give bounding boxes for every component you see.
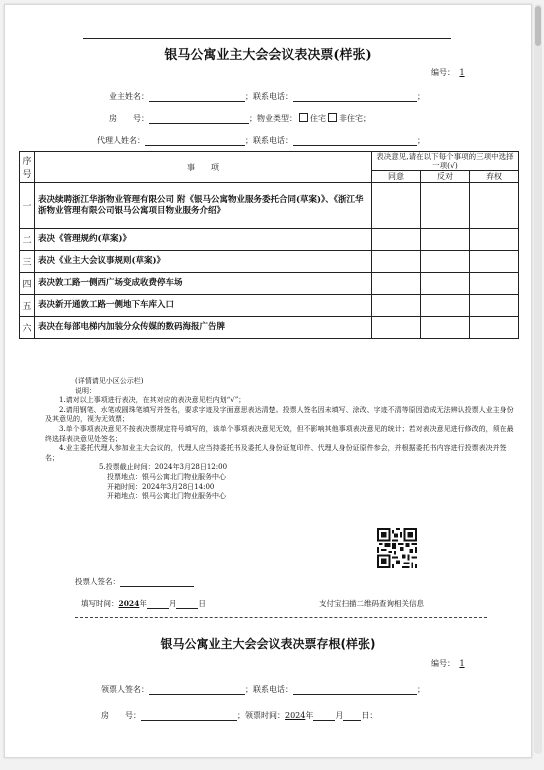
residential-checkbox[interactable] xyxy=(299,113,308,122)
top-rule xyxy=(83,38,451,39)
oppose-cell[interactable] xyxy=(421,229,470,251)
abstain-cell[interactable] xyxy=(470,183,519,229)
scrollbar-track[interactable] xyxy=(534,4,542,754)
stub-serial-number: 编号： 1 xyxy=(431,659,465,668)
table-row: 六 表决在每部电梯内加装分众传媒的数码海报广告牌 xyxy=(20,317,519,339)
instructions: (详情请见小区公示栏) 说明： 1.请对以上事项进行表决，在其对应的表决意见栏内划“√”； 2.请用钢笔、水笔或圆珠笔填写并签名，要求字迹及字面意思表达清楚。投票人签名因未填写、涂改、字迹不清等原因造成无法辨认投票人业主身份及其意见的，视为无效票； 3.单个事项表决意见不按表决票规定符号填写的，该单个事项表决意见无效，但不影响其他事项表决意见的统计；若对表决意见进行修改的，须在最终选择表决意见处签名； 4.业主委托代理人参加业主大会议的，代理人应当持委托书及委托人身份证复印件、代理人身份证原件参会，并根据委托书内容进行投票表决并签名； 5.投票截止时间：2024年3月28日12:00 投票地点：银马公寓北门物业服务中心 开箱时间：2024年3月28日14:00 开箱地点：银马公寓北门物业服务中心 xyxy=(45,377,514,501)
agree-cell[interactable] xyxy=(372,229,421,251)
oppose-cell[interactable] xyxy=(421,317,470,339)
agree-cell[interactable] xyxy=(372,295,421,317)
proxy-name-field[interactable] xyxy=(145,136,245,146)
owner-name-field[interactable] xyxy=(149,92,245,102)
stub-receiver-field[interactable] xyxy=(149,685,245,695)
room-row: 房 号： ；物业类型： 住宅 非住宅； xyxy=(109,114,371,123)
header-abstain: 弃权 xyxy=(470,171,519,183)
header-item: 事 项 xyxy=(35,152,372,183)
table-row: 一 表决续聘浙江华浙物业管理有限公司 附《银马公寓物业服务委托合同(草案)》、《浙江华浙物业管理有限公司银马公寓项目物业服务介绍》 xyxy=(20,183,519,229)
header-agree: 同意 xyxy=(372,171,421,183)
fill-month-field[interactable] xyxy=(147,599,169,609)
agree-cell[interactable] xyxy=(372,317,421,339)
abstain-cell[interactable] xyxy=(470,295,519,317)
oppose-cell[interactable] xyxy=(421,251,470,273)
proxy-row: 代理人姓名： ；联系电话： ； xyxy=(97,136,425,145)
stub-room-field[interactable] xyxy=(141,711,237,721)
ballot-table xyxy=(19,151,519,339)
non-residential-checkbox[interactable] xyxy=(328,113,337,122)
qr-code-icon xyxy=(377,528,417,568)
oppose-cell[interactable] xyxy=(421,295,470,317)
stub-title: 银马公寓业主大会会议表决票存根(样张) xyxy=(160,637,376,651)
abstain-cell[interactable] xyxy=(470,229,519,251)
abstain-cell[interactable] xyxy=(470,251,519,273)
owner-phone-field[interactable] xyxy=(293,92,417,102)
agree-cell[interactable] xyxy=(372,273,421,295)
oppose-cell[interactable] xyxy=(421,183,470,229)
header-opinion: 表决意见,请在以下每个事项的三项中选择一项(√) xyxy=(372,152,519,171)
table-row: 三 表决《业主大会议事规则(草案)》 xyxy=(20,251,519,273)
abstain-cell[interactable] xyxy=(470,317,519,339)
table-row: 二 表决《管理规约(草案)》 xyxy=(20,229,519,251)
cut-line xyxy=(75,617,487,618)
table-row: 五 表决新开通敦工路一侧地下车库入口 xyxy=(20,295,519,317)
voter-signature-field[interactable] xyxy=(120,577,194,587)
fill-time-row: 填写时间：2024年 月 日 xyxy=(81,599,206,608)
scrollbar-thumb[interactable] xyxy=(535,6,541,46)
proxy-phone-field[interactable] xyxy=(293,136,417,146)
abstain-cell[interactable] xyxy=(470,273,519,295)
ballot-title: 银马公寓业主大会会议表决票(样张) xyxy=(164,48,372,63)
table-row: 四 表决敦工路一侧西广场变成收费停车场 xyxy=(20,273,519,295)
stub-day-field[interactable] xyxy=(343,711,361,721)
header-num: 序号 xyxy=(20,152,35,183)
stub-phone-field[interactable] xyxy=(293,685,417,695)
agree-cell[interactable] xyxy=(372,183,421,229)
oppose-cell[interactable] xyxy=(421,273,470,295)
room-number-field[interactable] xyxy=(149,114,249,124)
serial-number: 编号： 1 xyxy=(431,68,465,77)
stub-receiver-row: 领票人签名： ；联系电话： ； xyxy=(101,685,425,694)
owner-name-row: 业主姓名： ；联系电话： ； xyxy=(109,92,425,101)
document-page xyxy=(4,4,532,758)
stub-room-row: 房 号： ；领票时间：2024年 月 日： xyxy=(101,711,378,720)
header-oppose: 反对 xyxy=(421,171,470,183)
voter-signature-row: 投票人签名： xyxy=(75,576,194,587)
agree-cell[interactable] xyxy=(372,251,421,273)
stub-month-field[interactable] xyxy=(313,711,335,721)
fill-day-field[interactable] xyxy=(176,599,198,609)
qr-scan-hint: 支付宝扫描二维码查询相关信息 xyxy=(319,599,424,608)
